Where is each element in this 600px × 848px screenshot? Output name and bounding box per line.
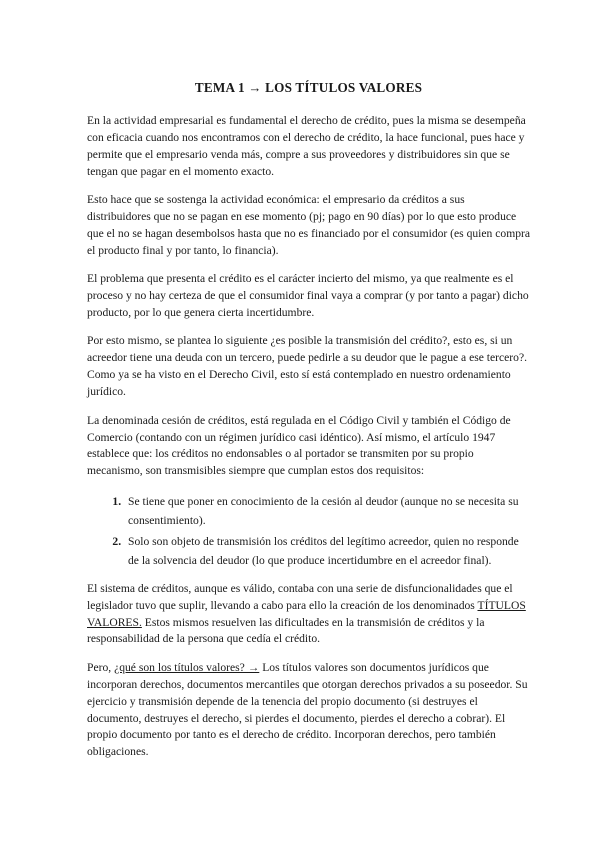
paragraph-credit-assignment: La denominada cesión de créditos, está regulada en el Código Civil y también el Código de Comercio (contando con un régimen jurídico casi idéntico). Así mismo, el artículo 1947 establece que: los créditos no endonsables o al portador se transmiten por su propio mecanismo, son transmisibles siempre que cumplan estos dos requisitos: <box>87 413 511 478</box>
requirement-item-1: 1. Se tiene que poner en conocimiento de la cesión al deudor (aunque no se necesita su consentimiento). <box>124 492 530 531</box>
paragraph-definition-text-a: Pero, <box>87 660 115 674</box>
paragraph-credit-problem: El problema que presenta el crédito es el carácter incierto del mismo, ya que realmente es el proceso y no hay certeza de que el consumidor final vaya a comprar (y por tanto a pagar) dicho producto, por lo que genera cierta incertidumbre. <box>87 272 529 320</box>
paragraph-credit-transmission: Por esto mismo, se plantea lo siguiente ¿es posible la transmisión del crédito?, esto es, si un acreedor tiene una deuda con un tercero, puede pedirle a su deudor que le pague a ese tercero?. Como ya se ha visto en el Derecho Civil, esto sí está contemplado en nuestro ordenamiento jurídico. <box>87 334 528 399</box>
requirement-item-2: 2. Solo son objeto de transmisión los créditos del legítimo acreedor, quien no responde de la solvencia del deudor (lo que produce incertidumbre en el acreedor final). <box>124 532 530 571</box>
paragraph-definition-text-b: Los títulos valores son documentos jurídicos que incorporan derechos, documentos mercantiles que otorgan derechos privados a su poseedor. Su ejercicio y transmisión depende de la tenencia del propio documento (si destruyes el documento, destruyes el derecho, si pierdes el documento, pierdes el derecho a cobrar). El propio documento por tanto es el derecho de crédito. Incorporan derechos, pero también obligaciones. <box>87 660 528 759</box>
paragraph-definition <box>87 660 530 761</box>
paragraph-credit-importance: En la actividad empresarial es fundamental el derecho de crédito, pues la misma se desempeña con eficacia cuando nos encontramos con el derecho de crédito, la hace funcional, pues hace y permite que el empresario venda más, compre a sus proveedores y distribuidores sin que se tengan que pagar en el momento exacto. <box>87 114 526 178</box>
paragraph-credit-system-text-a: El sistema de créditos, aunque es válido, contaba con una serie de disfuncionalidades que el legislador tuvo que suplir, llevando a cabo para ello la creación de los denominados <box>87 581 513 612</box>
paragraph-credit-system-text-b: Estos mismos resuelven las dificultades en la transmisión de créditos y la responsabilidad de la persona que cedía el crédito. <box>87 615 485 646</box>
definition-question: ¿qué son los títulos valores? → <box>114 660 260 674</box>
requirements-list <box>87 492 530 571</box>
paragraph-credit-system <box>87 581 530 649</box>
document-title: TEMA 1 → LOS TÍTULOS VALORES <box>194 80 423 95</box>
paragraph-economic-activity: Esto hace que se sostenga la actividad económica: el empresario da créditos a sus distribuidores que no se pagan en ese momento (pj; pago en 90 días) por lo que esto produce que el no se hagan desembolsos hasta que no es financiado por el consumidor (es quien compra el producto final y por tanto, lo financia). <box>87 193 531 257</box>
titulos-valores-term: TÍTULOS VALORES. <box>87 598 526 629</box>
